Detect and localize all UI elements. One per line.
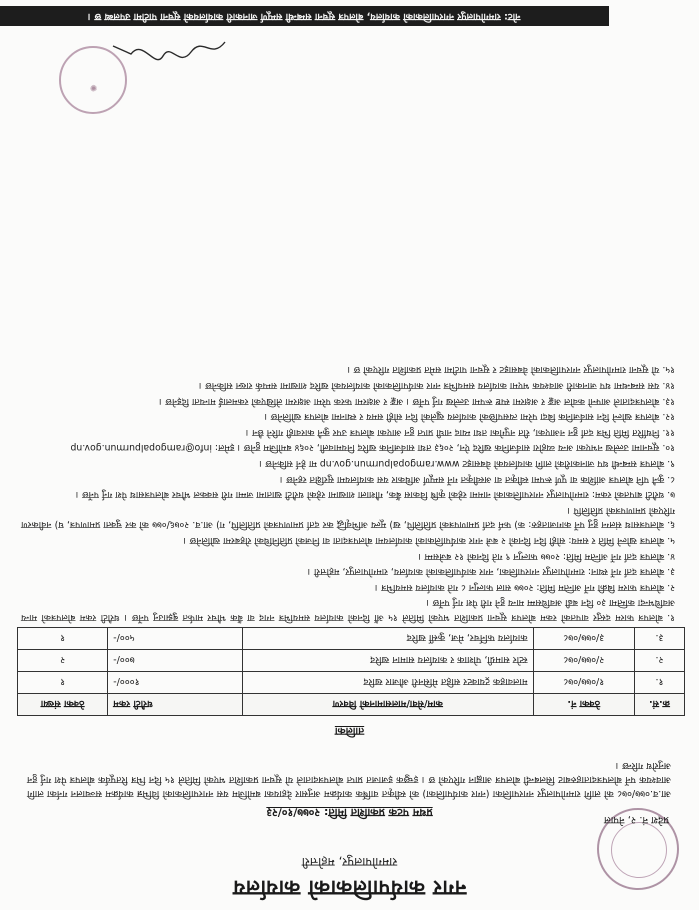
table-cell: ३.: [634, 628, 684, 650]
clause-1: १. बोलपत्र फारम दस्तुर वापतको रकम बोलपत्र सूचना प्रकाशित भएको मितिले १५ औं दिनको कार्यालय समयभित्र नगद वा बैंक भौचर मार्फत बुझाउनु पर्नेछ । धरौटी रकम बोलपत्रको मान्य अवधिभन्दा कम्तिमा ३० दिन बढी अवधिसम्म मान्य हुने गरी पेश गर्नु पर्नेछ ।: [21, 597, 675, 623]
approval-seal-stamp: ✺: [59, 46, 127, 114]
table-row: [18, 650, 685, 672]
table-cell: मालवाहक ट्रयाक्टर सहित मेसिनरी औजार खरिद: [242, 672, 533, 694]
province-reference: प्रदेश नं. २, नेपाल: [603, 814, 669, 825]
table-cell: १.: [634, 672, 684, 694]
table-cell: १०००/-: [108, 672, 243, 694]
table-cell: ७००/-: [108, 650, 243, 672]
office-title: नगर कार्यपालिकाको कार्यालय: [232, 876, 467, 900]
table-cell: ३/०७७/०७८: [533, 628, 634, 650]
notice-intro: आ.व.०७७/०७८ को लागि रामगोपालपुर नगरपालिका (नगर कार्यपालिका) को स्वीकृत वार्षिक कार्यक्रम अनुसार देहायका बमोजिम यस नगरपालिकाको विभिन्न कार्यक्रम सञ्चालन गर्नका लागि आवश्यक पर्ने बोलपत्रदाताहरुबाट सिलबन्दी बोलपत्र आह्वान गरिएको छ । इच्छुक इजाजत प्राप्त बोलपत्रदाताले यो सूचना प्रकाशित भएको मितिले १५ दिन भित्र रितपूर्वक बोलपत्र पेश गर्नु हुन अनुरोध गरिन्छ ।: [27, 760, 671, 799]
table-row: [18, 628, 685, 650]
table-header-row: [18, 694, 685, 716]
table-cell: १/०७७/०७८: [533, 672, 634, 694]
office-address: रामगोपालपुर, महोत्तरी: [301, 855, 398, 869]
column-header-sn: क्र.सं.: [634, 694, 684, 716]
clause-11: ११. निर्धारित मिति भित्र दर्ता हुन नआएका, रीत नपुगेका तथा म्याद नाघी प्राप्त हुन आएका बोलपत्र उपर कुनै कारवाही गरिने छैन ।: [245, 426, 675, 438]
schedule-heading: तालिका: [334, 725, 365, 737]
clause-10: १०. सूचनामा उल्लेख नभएका अन्य व्यहोरा सार्वजनिक खरिद ऐन, २०६३ तथा सार्वजनिक खरिद नियमावली, २०६४ बमोजिम हुनेछ । इमेल: info@ramgopalpurmun.gov.np: [70, 442, 675, 454]
column-header-contract-no: ठेक्का नं.: [533, 694, 634, 716]
clause-4: ४. बोलपत्र दर्ता गर्ने अन्तिम मिति: २०७७ फाल्गुन ९ गते दिनको १२ बजेसम्म ।: [418, 550, 675, 562]
table-row: [18, 672, 685, 694]
clause-5: ५. बोलपत्र खोल्ने मिति र समय: सोही दिन दिनको २ बजे नगर कार्यपालिकाको कार्यालयमा बोलपत्रदाता वा निजको प्रतिनिधिको रोहबरमा खोलिनेछ ।: [183, 535, 675, 547]
notice-clauses: [21, 361, 675, 624]
clause-6: ६. बोलपत्रसाथ संलग्न हुनु पर्ने कागजातहरु: क) फर्म दर्ता प्रमाणपत्रको प्रतिलिपि, ख) मूल्य अभिवृद्धि कर दर्ता प्रमाणपत्रको प्रतिलिपि, ग) आ.व. २०७६/०७७ को कर चुक्ता प्रमाणपत्र, घ) नवीकरण गरिएको प्रमाणपत्रको प्रतिलिपि ।: [21, 504, 675, 531]
column-header-count: ठेक्का संख्या: [18, 694, 108, 716]
table-cell: २/०७७/०७८: [533, 650, 634, 672]
table-cell: कार्यालय फर्निचर, मेज, कुर्सी खरिद: [242, 628, 533, 650]
table-cell: स्टोर सामग्री, पोशाक र कार्यालय सामान खरिद: [242, 650, 533, 672]
tender-schedule-table: [17, 627, 685, 716]
clause-9: ९. बोलपत्र सम्बन्धी थप जानकारीको लागि कार्यालयको वेबसाइट www.ramgopalpurmun.gov.np मा हेर्न सकिनेछ ।: [258, 458, 675, 470]
clause-14: १४. यस सम्बन्धमा थप जानकारी आवश्यक भएमा कार्यालय समयभित्र नगर कार्यपालिकाको कार्यालयको खरिद शाखामा सम्पर्क राख्न सकिनेछ ।: [198, 380, 675, 392]
clause-12: १२. बोलपत्र खोल्ने दिन सार्वजनिक बिदा परेमा त्यसपछिको कार्यालय खुलेको दिन सोही समय र स्थानमा बोलपत्र खोलिनेछ ।: [264, 411, 675, 423]
clause-8: ८. कुनै पनि बोलपत्र आंशिक वा पूर्ण रूपमा स्वीकृत वा अस्वीकृत गर्ने सम्पूर्ण अधिकार यस कार्यालयमा सुरक्षित रहनेछ ।: [279, 473, 675, 485]
clause-2: २. बोलपत्र फारम बिक्री गर्ने अन्तिम मिति: २०७७ साल फाल्गुन ८ गते कार्यालय समयभित्र ।: [374, 581, 675, 593]
clause-7: ७. धरौटी बापतको रकम: रामगोपालपुर नगरपालिकाको नाममा रहेको कृषि विकास बैंक, गौशाला शाखामा रहेको धरौटी खातामा जम्मा गरी सक्कल भौचर बोलपत्रसाथ पेश गर्नु पर्नेछ ।: [75, 489, 675, 501]
official-signature: [109, 34, 229, 64]
table-cell: १: [18, 628, 108, 650]
table-cell: ५००/-: [108, 628, 243, 650]
footer-note-bar: नोट: रामगोपालपुर नगरपालिकाको कार्यालय, बोलपत्र सूचना सम्बन्धी सम्पूर्ण जानकारी कार्यालयको सूचना पाटीमा उपलब्ध छ ।: [0, 6, 609, 26]
column-header-deposit: धरौटी रकम: [108, 694, 243, 716]
table-cell: २.: [634, 650, 684, 672]
table-cell: १: [18, 672, 108, 694]
clause-15: १५. यो सूचना रामगोपालपुर नगरपालिकाको वेबसाइट र सूचना पाटीमा समेत प्रकाशित गरिएको छ ।: [347, 364, 675, 376]
notice-heading: प्रथम पटक प्रकाशित मिति: २०७७/१०/२३: [266, 806, 433, 819]
column-header-description: काम/सेवा/मालसामानको विवरण: [242, 694, 533, 716]
clause-13: १३. बोलपत्रदाताले आफ्नो कवोल अङ्क र अक्षरमा स्पष्ट रूपमा उल्लेख गर्नु पर्नेछ । अङ्क र अक्षरमा फरक परेमा अक्षरमा लेखिएको रकमलाई मान्यता दिइनेछ ।: [158, 395, 675, 407]
table-cell: २: [18, 650, 108, 672]
clause-3: ३. बोलपत्र दर्ता गर्ने स्थान: रामगोपालपुर नगरपालिका, नगर कार्यपालिकाको कार्यालय, रामगोपालपुर, महोत्तरी ।: [307, 566, 675, 578]
